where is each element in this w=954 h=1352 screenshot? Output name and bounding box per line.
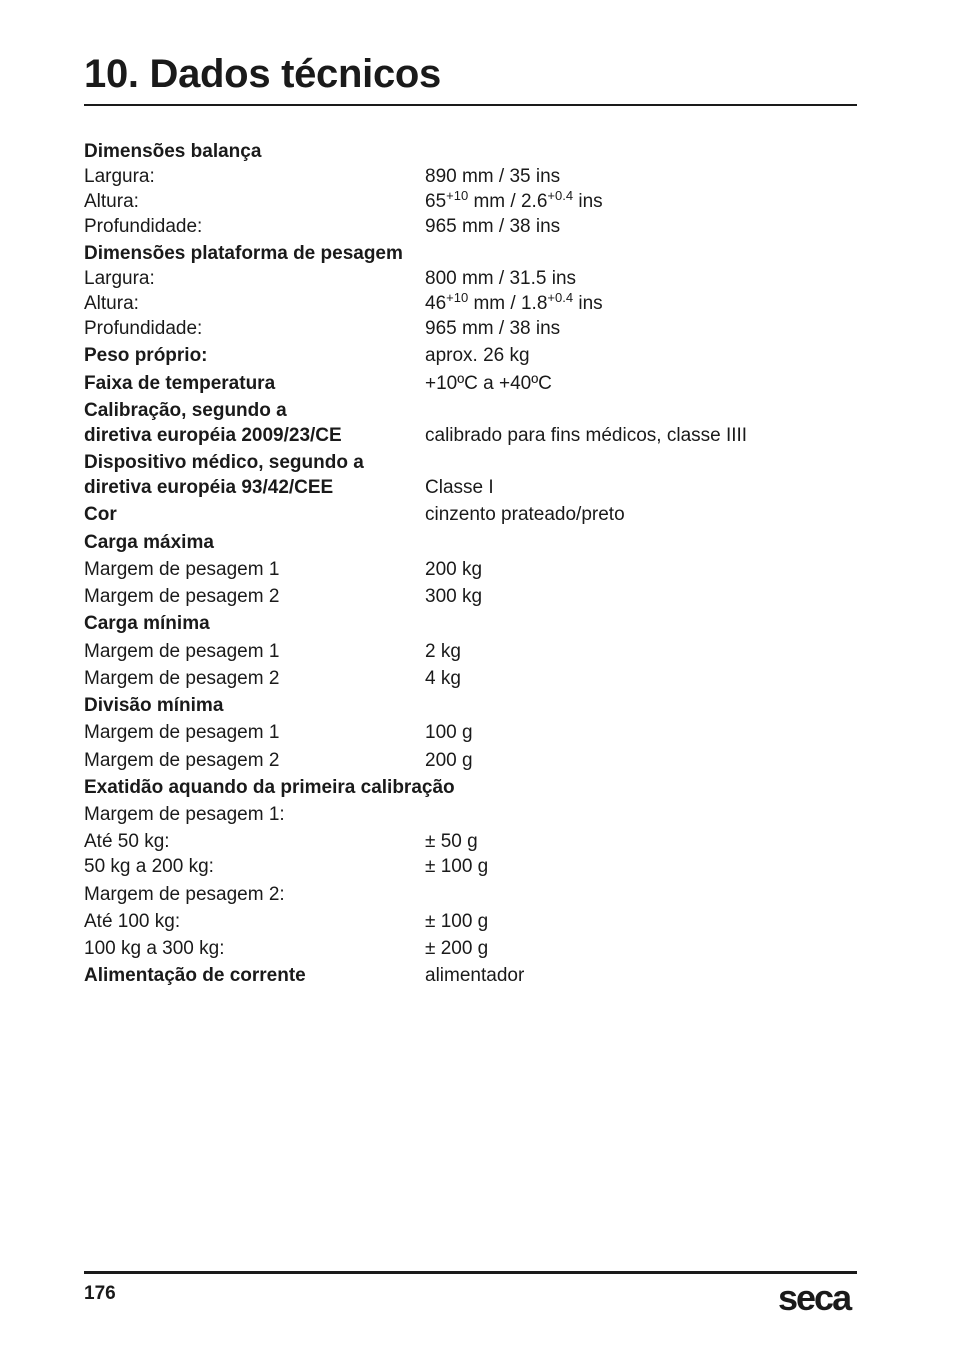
tolerance-superscript: +10	[446, 188, 469, 203]
spec-row	[84, 188, 857, 213]
spec-value: alimentador	[425, 965, 525, 986]
spec-value: 965 mm / 38 ins	[425, 216, 561, 237]
spec-row	[84, 586, 857, 608]
spec-label: diretiva européia 93/42/CEE	[84, 477, 334, 498]
spec-value: ± 50 g	[425, 831, 478, 852]
spec-section-heading: Dimensões balança	[84, 141, 262, 162]
spec-label: diretiva européia 2009/23/CE	[84, 425, 342, 446]
spec-row	[84, 216, 857, 238]
spec-section-heading: Calibração, segundo a	[84, 400, 287, 421]
spec-row	[84, 911, 857, 933]
spec-row	[84, 559, 857, 581]
seca-logo: seca	[778, 1277, 851, 1318]
tolerance-superscript: +0.4	[547, 290, 574, 305]
spec-value: +10ºC a +40ºC	[425, 373, 552, 394]
spec-value-part: ins	[573, 191, 603, 212]
spec-value: ± 100 g	[425, 911, 489, 932]
spec-label: Até 50 kg:	[84, 831, 170, 852]
spec-value: cinzento prateado/preto	[425, 504, 625, 525]
spec-row	[84, 400, 857, 422]
spec-label: Profundidade:	[84, 216, 203, 237]
spec-value: 100 g	[425, 722, 473, 743]
spec-row	[84, 166, 857, 188]
spec-label: Até 100 kg:	[84, 911, 181, 932]
spec-row	[84, 477, 857, 499]
spec-row	[84, 532, 857, 554]
spec-label: 100 kg a 300 kg:	[84, 938, 225, 959]
spec-label: Altura:	[84, 191, 139, 212]
spec-label: Cor	[84, 504, 117, 525]
page-title: 10. Dados técnicos	[84, 52, 441, 96]
spec-value: 300 kg	[425, 586, 483, 607]
spec-row	[84, 856, 857, 878]
spec-label: Margem de pesagem 2	[84, 668, 280, 689]
spec-value: ± 200 g	[425, 938, 489, 959]
spec-value: aprox. 26 kg	[425, 345, 530, 366]
spec-label: Profundidade:	[84, 318, 203, 339]
spec-value	[425, 290, 857, 315]
spec-row	[84, 777, 857, 799]
spec-value: 965 mm / 38 ins	[425, 318, 561, 339]
spec-section-heading: Exatidão aquando da primeira calibração	[84, 777, 455, 798]
spec-row	[84, 268, 857, 290]
spec-row	[84, 965, 857, 987]
spec-value: 2 kg	[425, 641, 461, 662]
spec-row	[84, 750, 857, 772]
spec-value: 200 kg	[425, 559, 483, 580]
spec-value: 800 mm / 31.5 ins	[425, 268, 577, 289]
spec-label: Margem de pesagem 1	[84, 722, 280, 743]
spec-section-heading: Dispositivo médico, segundo a	[84, 452, 364, 473]
spec-row	[84, 243, 857, 265]
spec-label: Margem de pesagem 2	[84, 750, 280, 771]
spec-row	[84, 318, 857, 340]
spec-row	[84, 668, 857, 690]
spec-value-part: 46	[425, 293, 447, 314]
spec-row	[84, 141, 857, 163]
spec-value: calibrado para fins médicos, classe IIII	[425, 425, 748, 446]
spec-row	[84, 804, 857, 826]
spec-value-part: mm / 1.8	[468, 293, 548, 314]
technical-data-list	[84, 141, 857, 1001]
spec-label: Margem de pesagem 2	[84, 586, 280, 607]
spec-row	[84, 504, 857, 526]
spec-label: Margem de pesagem 1:	[84, 804, 285, 825]
spec-value: 4 kg	[425, 668, 461, 689]
spec-value-part: mm / 2.6	[468, 191, 548, 212]
spec-label: Faixa de temperatura	[84, 373, 276, 394]
spec-label: Largura:	[84, 166, 155, 187]
spec-label: Margem de pesagem 2:	[84, 884, 285, 905]
spec-value	[425, 804, 857, 826]
tolerance-superscript: +10	[446, 290, 469, 305]
tolerance-superscript: +0.4	[547, 188, 574, 203]
spec-row	[84, 613, 857, 635]
spec-section-heading: Carga máxima	[84, 532, 214, 553]
spec-value: 890 mm / 35 ins	[425, 166, 561, 187]
spec-value: Classe I	[425, 477, 494, 498]
title-divider	[84, 104, 857, 106]
spec-value-part: ins	[573, 293, 603, 314]
spec-value	[425, 884, 857, 906]
spec-row	[84, 722, 857, 744]
spec-row	[84, 373, 857, 395]
spec-label: 50 kg a 200 kg:	[84, 856, 214, 877]
spec-value	[425, 188, 857, 213]
spec-label: Largura:	[84, 268, 155, 289]
spec-label: Alimentação de corrente	[84, 965, 306, 986]
spec-value-part: 65	[425, 191, 447, 212]
spec-value: ± 100 g	[425, 856, 489, 877]
spec-row	[84, 695, 857, 717]
spec-section-heading: Divisão mínima	[84, 695, 224, 716]
spec-row	[84, 641, 857, 663]
spec-row	[84, 452, 857, 474]
spec-section-heading: Dimensões plataforma de pesagem	[84, 243, 403, 264]
spec-row	[84, 345, 857, 367]
spec-row	[84, 884, 857, 906]
page-number: 176	[84, 1283, 116, 1304]
spec-label: Margem de pesagem 1	[84, 641, 280, 662]
spec-label: Peso próprio:	[84, 345, 208, 366]
footer-divider	[84, 1271, 857, 1274]
spec-row	[84, 290, 857, 315]
spec-label: Margem de pesagem 1	[84, 559, 280, 580]
spec-row	[84, 938, 857, 960]
spec-row	[84, 425, 857, 447]
spec-section-heading: Carga mínima	[84, 613, 210, 634]
spec-value: 200 g	[425, 750, 473, 771]
spec-label: Altura:	[84, 293, 139, 314]
spec-row	[84, 831, 857, 853]
